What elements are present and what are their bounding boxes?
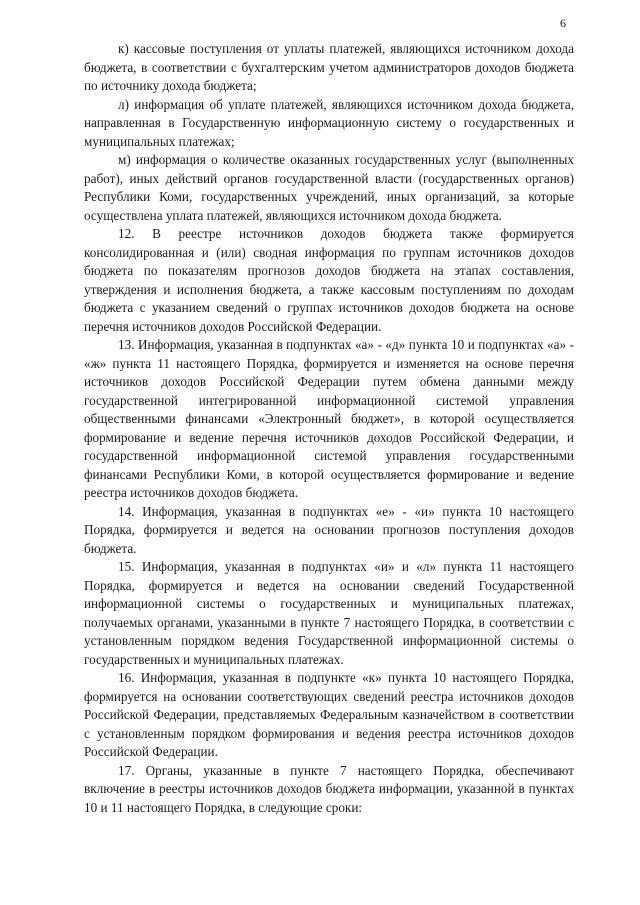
paragraph-16: 16. Информация, указанная в подпункте «к» пункта 10 настоящего Порядка, формируется на основании соответствующих сведений реестра источников доходов Российской Федерации, представляемых Федеральным казначейством в соответствии с установленным порядком формирования и ведения реестра источников доходов Российской Федерации.	[84, 670, 574, 759]
paragraph-l: л) информация об уплате платежей, являющихся источником дохода бюджета, направленная в Государственную информационную систему о государственных и муниципальных платежах;	[84, 96, 574, 149]
paragraph-17: 17. Органы, указанные в пункте 7 настоящего Порядка, обеспечивают включение в реестры источников доходов бюджета информации, указанной в пунктах 10 и 11 настоящего Порядка, в следующие сроки:	[84, 762, 574, 815]
page-number: 6	[560, 16, 566, 30]
paragraph-14: 14. Информация, указанная в подпунктах «е» - «и» пункта 10 настоящего Порядка, формируется и ведется на основании прогнозов поступления доходов бюджета.	[84, 503, 574, 556]
paragraph-k: к) кассовые поступления от уплаты платежей, являющихся источником дохода бюджета, в соответствии с бухгалтерским учетом администраторов доходов бюджета по источнику дохода бюджета;	[84, 41, 574, 93]
paragraph-13: 13. Информация, указанная в подпунктах «а» - «д» пункта 10 и подпунктах «а» - «ж» пункта 11 настоящего Порядка, формируется и изменяется на основе перечня источников доходов Российской Федерации путем обмена данными между государственной интегрированной информационной системой управления общественными финансами «Электронный бюджет», в которой осуществляется формирование и ведение перечня источников доходов Российской Федерации, и государственной информационной системой управления государственными финансами Республики Коми, в которой осуществляется формирование и ведение реестра источников доходов бюджета.	[84, 337, 574, 500]
paragraph-12: 12. В реестре источников доходов бюджета также формируется консолидированная и (или) сводная информация по группам источников доходов бюджета по показателям прогнозов доходов бюджета на этапах составления, утверждения и исполнения бюджета, а также кассовым поступлениям по доходам бюджета с указанием сведений о группах источников доходов бюджета на основе перечня источников доходов Российской Федерации.	[84, 226, 574, 334]
paragraph-m: м) информация о количестве оказанных государственных услуг (выполненных работ), иных действий органов государственной власти (государственных органов) Республики Коми, государственных учреждений, иных организаций, за которые осуществлена уплата платежей, являющихся источником дохода бюджета.	[84, 152, 574, 223]
document-body	[84, 40, 574, 817]
paragraph-15: 15. Информация, указанная в подпунктах «и» и «л» пункта 11 настоящего Порядка, формируется и ведется на основании сведений Государственной информационной системы о государственных и муниципальных платежах, получаемых органами, указанными в пункте 7 настоящего Порядка, в соответствии с установленным порядком ведения Государственной информационной системы о государственных и муниципальных платежах.	[84, 559, 574, 667]
